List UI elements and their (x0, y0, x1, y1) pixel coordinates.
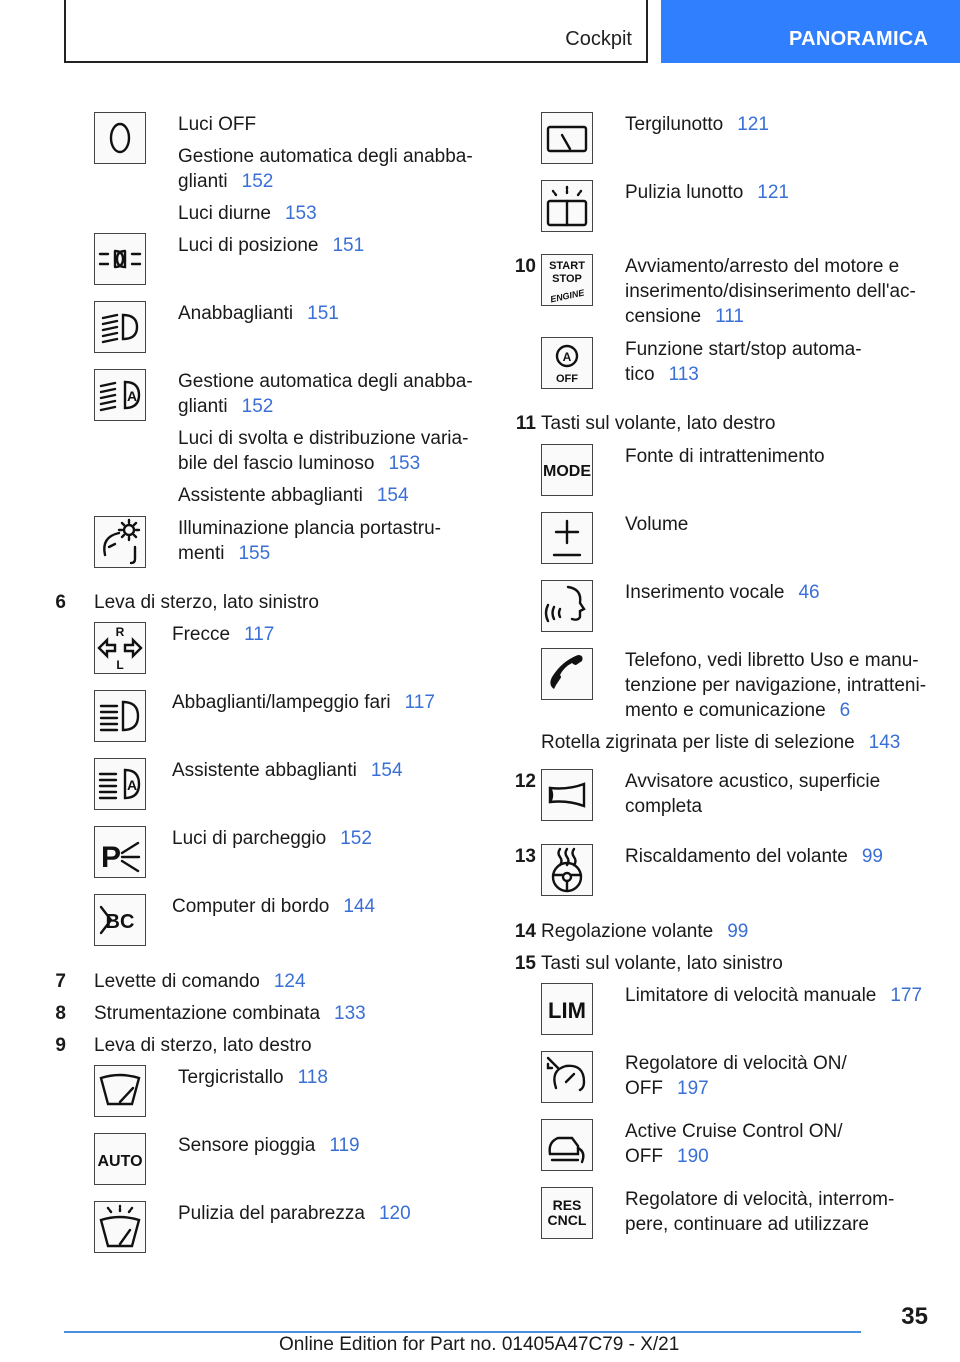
item-9-label (94, 1033, 312, 1065)
right-wheel-button-3-text: Inserimento vocale 46 (625, 582, 820, 603)
instrument-lighting-icon (94, 516, 146, 568)
rear-wash-icon-glyph (542, 181, 592, 231)
item-15-text: Tasti sul volante, lato sinistro (541, 953, 783, 974)
item-10-text (625, 254, 945, 336)
page-ref-link[interactable]: 151 (307, 303, 339, 324)
page-ref-link[interactable]: 152 (241, 171, 274, 192)
page-ref-link[interactable]: 154 (376, 485, 409, 506)
right-stalk-function-3-text: Pulizia del parabrezza 120 (178, 1203, 411, 1224)
page-ref-link[interactable]: 118 (297, 1067, 328, 1088)
auto-start-stop-text-text: Funzione start/stop automa- tico 113 (625, 339, 862, 385)
phone-icon-glyph (542, 649, 592, 699)
item-13-text (625, 844, 945, 876)
page-ref-link[interactable]: 99 (727, 921, 749, 942)
rear-wiper-icon (541, 112, 593, 164)
page-ref-link[interactable]: 133 (334, 1003, 366, 1024)
page-ref-link[interactable]: 152 (241, 396, 274, 417)
svg-text:A: A (126, 777, 138, 793)
page-ref-link[interactable]: 152 (340, 828, 372, 849)
lights-off-icon (94, 112, 146, 164)
item-6-number: 6 (55, 592, 66, 613)
item-15-label (541, 951, 783, 983)
page-ref-link[interactable]: 113 (668, 364, 699, 385)
item-10-number: 10 (514, 256, 536, 277)
horn-icon (541, 769, 593, 821)
thumbwheel-text-text: Rotella zigrinata per liste di selezione 143 (541, 732, 901, 753)
volume-icon-glyph (542, 513, 592, 563)
page-ref-link[interactable]: 144 (343, 896, 376, 917)
item-9-text: Leva di sterzo, lato destro (94, 1035, 312, 1056)
item-12-text-text: Avvisatore acustico, superficie completa (625, 771, 881, 817)
right-stalk-function-3 (178, 1201, 478, 1233)
page-ref-link[interactable]: 143 (868, 732, 901, 753)
auto-headlight-icon (94, 369, 146, 421)
svg-text:CNCL: CNCL (547, 1212, 587, 1228)
header-section-box (64, 0, 648, 63)
page-ref-link[interactable]: 151 (332, 235, 365, 256)
light-function-line: Luci di svolta e distribuzione varia- bile del fascio luminoso 153 (178, 428, 469, 474)
right-stalk-function-1 (178, 1065, 478, 1097)
page-ref-link[interactable]: 177 (890, 985, 923, 1006)
left-stalk-function-4 (172, 826, 472, 858)
high-beam-assist-icon (94, 758, 146, 810)
item-11-text: Tasti sul volante, lato destro (541, 413, 776, 434)
chapter-tab: PANORAMICA (661, 0, 960, 63)
horn-icon-glyph (542, 770, 592, 820)
thumbwheel-text (541, 730, 941, 762)
light-function-line: Illuminazione plancia portastru- menti 155 (178, 518, 441, 564)
active-cruise-icon-glyph (542, 1120, 592, 1170)
footer-edition: Online Edition for Part no. 01405A47C79 - X/21 (279, 1334, 680, 1355)
item-9-number: 9 (55, 1035, 66, 1056)
left-stalk-function-2-text: Abbaglianti/lampeggio fari 117 (172, 692, 435, 713)
item-14-number: 14 (514, 921, 536, 942)
page-ref-link[interactable]: 153 (284, 203, 317, 224)
mode-icon-glyph (542, 445, 592, 495)
rear-window-function-1 (625, 112, 945, 144)
parking-light-icon (94, 826, 146, 878)
left-stalk-function-3 (172, 758, 472, 790)
left-stalk-function-4-text: Luci di parcheggio 152 (172, 828, 372, 849)
item-8-number: 8 (55, 1003, 66, 1024)
item-7-number: 7 (55, 971, 66, 992)
rain-sensor-icon-glyph (95, 1134, 145, 1184)
speed-limiter-icon (541, 983, 593, 1035)
low-beam-icon (94, 301, 146, 353)
page-number: 35 (901, 1303, 928, 1330)
parking-light-icon-glyph (95, 827, 145, 877)
page-ref-link[interactable]: 197 (677, 1078, 709, 1099)
volume-icon (541, 512, 593, 564)
steering-heat-icon-glyph (542, 845, 592, 895)
svg-text:A: A (562, 350, 572, 364)
lights-off-icon-glyph (95, 113, 145, 163)
left-wheel-button-3 (625, 1119, 945, 1176)
svg-text:A: A (126, 388, 138, 404)
auto-start-stop-icon (541, 337, 593, 389)
right-stalk-function-2-text: Sensore pioggia 119 (178, 1135, 360, 1156)
page-ref-link[interactable]: 190 (677, 1146, 709, 1167)
svg-text:START: START (549, 260, 585, 272)
cruise-control-icon-glyph (542, 1052, 592, 1102)
svg-text:R: R (115, 625, 125, 639)
page-ref-link[interactable]: 117 (404, 692, 435, 713)
rear-wash-icon (541, 180, 593, 232)
light-function-line: Anabbaglianti 151 (178, 303, 339, 324)
auto-headlight-icon-glyph (95, 370, 145, 420)
light-function-3 (178, 301, 478, 333)
light-function-line: Luci di posizione 151 (178, 235, 365, 256)
item-7-label (94, 969, 306, 1001)
left-wheel-button-1 (625, 983, 945, 1015)
svg-text:BC: BC (105, 911, 135, 933)
light-function-line: Gestione automatica degli anabba- glianti 152 (178, 371, 473, 417)
right-wheel-button-2-text: Volume (625, 514, 689, 535)
page-ref-link[interactable]: 120 (378, 1203, 411, 1224)
left-stalk-function-1 (172, 622, 472, 654)
light-function-line: Luci diurne 153 (178, 203, 317, 224)
wiper-icon (94, 1065, 146, 1117)
instrument-lighting-icon-glyph (95, 517, 145, 567)
svg-text:RES: RES (552, 1197, 582, 1213)
high-beam-icon (94, 690, 146, 742)
item-11-number: 11 (515, 413, 536, 434)
rear-window-function-2-text: Pulizia lunotto 121 (625, 182, 789, 203)
right-wheel-button-4 (625, 648, 945, 730)
item-15-number: 15 (514, 953, 536, 974)
high-beam-assist-icon-glyph (95, 759, 145, 809)
page-ref-link[interactable]: 121 (737, 114, 769, 135)
page-ref-link[interactable]: 124 (273, 971, 306, 992)
right-wheel-button-1-text: Fonte di intrattenimento (625, 446, 825, 467)
right-wheel-button-1 (625, 444, 945, 476)
turn-signal-icon-glyph (95, 623, 145, 673)
left-stalk-function-1-text: Frecce 117 (172, 624, 275, 645)
right-wheel-button-2 (625, 512, 945, 544)
footer-divider (64, 1331, 861, 1333)
cruise-control-icon (541, 1051, 593, 1103)
auto-start-stop-text (625, 337, 945, 394)
start-stop-icon (541, 254, 593, 306)
page-ref-link[interactable]: 153 (388, 453, 421, 474)
item-12-text (625, 769, 945, 826)
svg-text:MODE: MODE (543, 463, 591, 480)
svg-text:AUTO: AUTO (97, 1153, 143, 1170)
left-stalk-function-5-text: Computer di bordo 144 (172, 896, 376, 917)
page-ref-link[interactable]: 111 (715, 306, 744, 327)
rain-sensor-icon (94, 1133, 146, 1185)
svg-text:LIM: LIM (548, 998, 586, 1023)
right-wheel-button-3 (625, 580, 945, 612)
item-8-text: Strumentazione combinata 133 (94, 1003, 366, 1024)
svg-text:OFF: OFF (556, 373, 578, 385)
page-ref-link[interactable]: 46 (798, 582, 820, 603)
light-function-line: Gestione automatica degli anabba- glianti 152 (178, 146, 473, 192)
light-function-2 (178, 233, 478, 265)
item-14-label (541, 919, 748, 951)
right-stalk-function-2 (178, 1133, 478, 1165)
item-7-text: Levette di comando 124 (94, 971, 306, 992)
onboard-computer-icon-glyph (95, 895, 145, 945)
item-11-label (541, 411, 775, 443)
light-function-line: Luci OFF (178, 114, 257, 135)
page-ref-link[interactable]: 99 (861, 846, 883, 867)
left-wheel-button-3-text: Active Cruise Control ON/ OFF 190 (625, 1121, 843, 1167)
left-wheel-button-4 (625, 1187, 945, 1244)
rear-window-function-1-text: Tergilunotto 121 (625, 114, 769, 135)
rear-window-function-2 (625, 180, 945, 212)
item-8-label (94, 1001, 366, 1033)
voice-input-icon-glyph (542, 581, 592, 631)
svg-text:L: L (116, 658, 124, 672)
onboard-computer-icon (94, 894, 146, 946)
light-function-line: Assistente abbaglianti 154 (178, 485, 409, 506)
svg-text:STOP: STOP (552, 273, 582, 285)
start-stop-icon-glyph (542, 255, 592, 305)
voice-input-icon (541, 580, 593, 632)
page-ref-link[interactable]: 117 (244, 624, 275, 645)
wiper-icon-glyph (95, 1066, 145, 1116)
res-cncl-icon-glyph (542, 1188, 592, 1238)
light-function-1 (178, 112, 478, 233)
low-beam-icon-glyph (95, 302, 145, 352)
left-wheel-button-4-text: Regolatore di velocità, interrom- pere, continuare ad utilizzare (625, 1189, 895, 1235)
svg-text:ENGINE: ENGINE (549, 287, 586, 305)
rear-wiper-icon-glyph (542, 113, 592, 163)
item-12-number: 12 (514, 771, 536, 792)
turn-signal-icon (94, 622, 146, 674)
windshield-wash-icon-glyph (95, 1202, 145, 1252)
left-stalk-function-2 (172, 690, 472, 722)
left-stalk-function-3-text: Assistente abbaglianti 154 (172, 760, 403, 781)
item-10-text-text: Avviamento/arresto del motore e inserimento/disinserimento dell'ac- censione 111 (625, 256, 916, 327)
item-13-text-text: Riscaldamento del volante 99 (625, 846, 883, 867)
right-wheel-button-4-text: Telefono, vedi libretto Uso e manu- tenzione per navigazione, intratteni- mento e comunicazione 6 (625, 650, 927, 721)
page-ref-link[interactable]: 6 (839, 700, 851, 721)
page-ref-link[interactable]: 121 (757, 182, 789, 203)
speed-limiter-icon-glyph (542, 984, 592, 1034)
left-stalk-function-5 (172, 894, 472, 926)
parking-lights-icon (94, 233, 146, 285)
parking-lights-icon-glyph (95, 234, 145, 284)
high-beam-icon-glyph (95, 691, 145, 741)
item-14-text: Regolazione volante 99 (541, 921, 749, 942)
item-6-label (94, 590, 319, 622)
page-ref-link[interactable]: 154 (370, 760, 403, 781)
item-13-number: 13 (514, 846, 536, 867)
svg-text:P: P (101, 841, 122, 874)
mode-icon (541, 444, 593, 496)
steering-heat-icon (541, 844, 593, 896)
left-wheel-button-2-text: Regolatore di velocità ON/ OFF 197 (625, 1053, 847, 1099)
res-cncl-icon (541, 1187, 593, 1239)
light-function-5 (178, 516, 478, 573)
light-function-4 (178, 369, 478, 515)
auto-start-stop-icon-glyph (542, 338, 592, 388)
page-ref-link[interactable]: 155 (238, 543, 271, 564)
item-6-text: Leva di sterzo, lato sinistro (94, 592, 319, 613)
left-wheel-button-1-text: Limitatore di velocità manuale 177 (625, 985, 923, 1006)
windshield-wash-icon (94, 1201, 146, 1253)
right-stalk-function-1-text: Tergicristallo 118 (178, 1067, 328, 1088)
phone-icon (541, 648, 593, 700)
left-wheel-button-2 (625, 1051, 945, 1108)
page-ref-link[interactable]: 119 (329, 1135, 360, 1156)
section-title: Cockpit (565, 28, 632, 50)
active-cruise-icon (541, 1119, 593, 1171)
